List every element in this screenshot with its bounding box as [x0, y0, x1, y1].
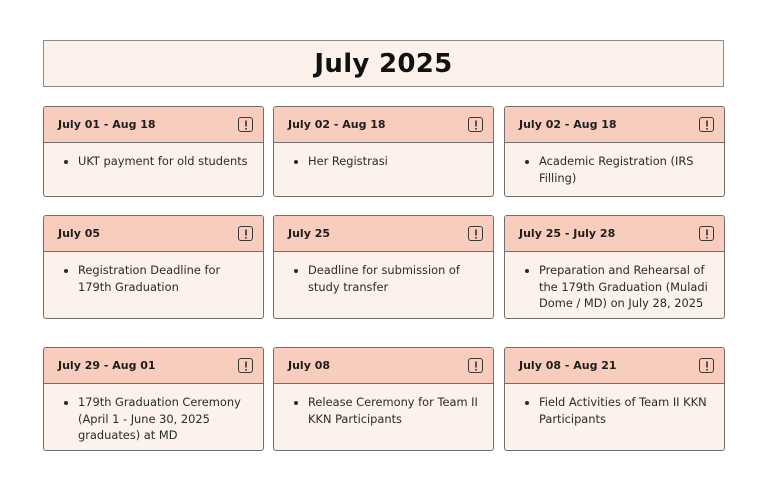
calendar-title-box: [43, 40, 724, 87]
event-card-body: [274, 143, 493, 176]
alert-icon: [468, 226, 483, 241]
event-card: [504, 347, 725, 451]
event-date: July 25 - July 28: [519, 227, 616, 240]
event-card: [504, 106, 725, 197]
event-card-header: [44, 107, 263, 143]
event-card-header: [505, 216, 724, 252]
event-card-body: [44, 252, 263, 301]
event-description: • Academic Registration (IRS Filling): [539, 153, 714, 186]
alert-icon: [699, 358, 714, 373]
alert-icon: [238, 117, 253, 132]
alert-icon: [468, 117, 483, 132]
event-card: [43, 215, 264, 319]
alert-icon: [468, 358, 483, 373]
event-date: July 02 - Aug 18: [288, 118, 386, 131]
event-card-header: [274, 107, 493, 143]
event-description: • Registration Deadline for 179th Graduation: [78, 262, 253, 295]
event-card-header: [274, 216, 493, 252]
event-card: [273, 215, 494, 319]
event-card-header: [44, 216, 263, 252]
event-date: July 02 - Aug 18: [519, 118, 617, 131]
event-card-body: [274, 252, 493, 301]
event-description: • Deadline for submission of study transfer: [308, 262, 483, 295]
event-card: [43, 106, 264, 197]
event-date: July 01 - Aug 18: [58, 118, 156, 131]
event-card: [273, 347, 494, 451]
event-description: • Her Registrasi: [308, 153, 483, 170]
alert-icon: [238, 226, 253, 241]
event-description: • Preparation and Rehearsal of the 179th Graduation (Muladi Dome / MD) on July 28, 2025: [539, 262, 714, 312]
page-title: July 2025: [314, 48, 453, 79]
event-card-body: [274, 384, 493, 433]
event-card-header: [44, 348, 263, 384]
event-card-body: [505, 252, 724, 318]
event-card-header: [505, 107, 724, 143]
alert-icon: [699, 117, 714, 132]
event-date: July 25: [288, 227, 331, 240]
event-card-header: [274, 348, 493, 384]
event-card: [273, 106, 494, 197]
event-card-body: [505, 384, 724, 433]
event-date: July 08 - Aug 21: [519, 359, 617, 372]
event-description: • UKT payment for old students: [78, 153, 253, 170]
event-card-body: [44, 143, 263, 176]
alert-icon: [699, 226, 714, 241]
event-description: • Release Ceremony for Team II KKN Participants: [308, 394, 483, 427]
event-date: July 05: [58, 227, 101, 240]
event-card-body: [505, 143, 724, 192]
event-date: July 08: [288, 359, 331, 372]
alert-icon: [238, 358, 253, 373]
event-card: [43, 347, 264, 451]
event-date: July 29 - Aug 01: [58, 359, 156, 372]
event-description: • Field Activities of Team II KKN Participants: [539, 394, 714, 427]
event-card: [504, 215, 725, 319]
event-card-body: [44, 384, 263, 450]
event-description: • 179th Graduation Ceremony (April 1 - June 30, 2025 graduates) at MD: [78, 394, 253, 444]
event-card-header: [505, 348, 724, 384]
